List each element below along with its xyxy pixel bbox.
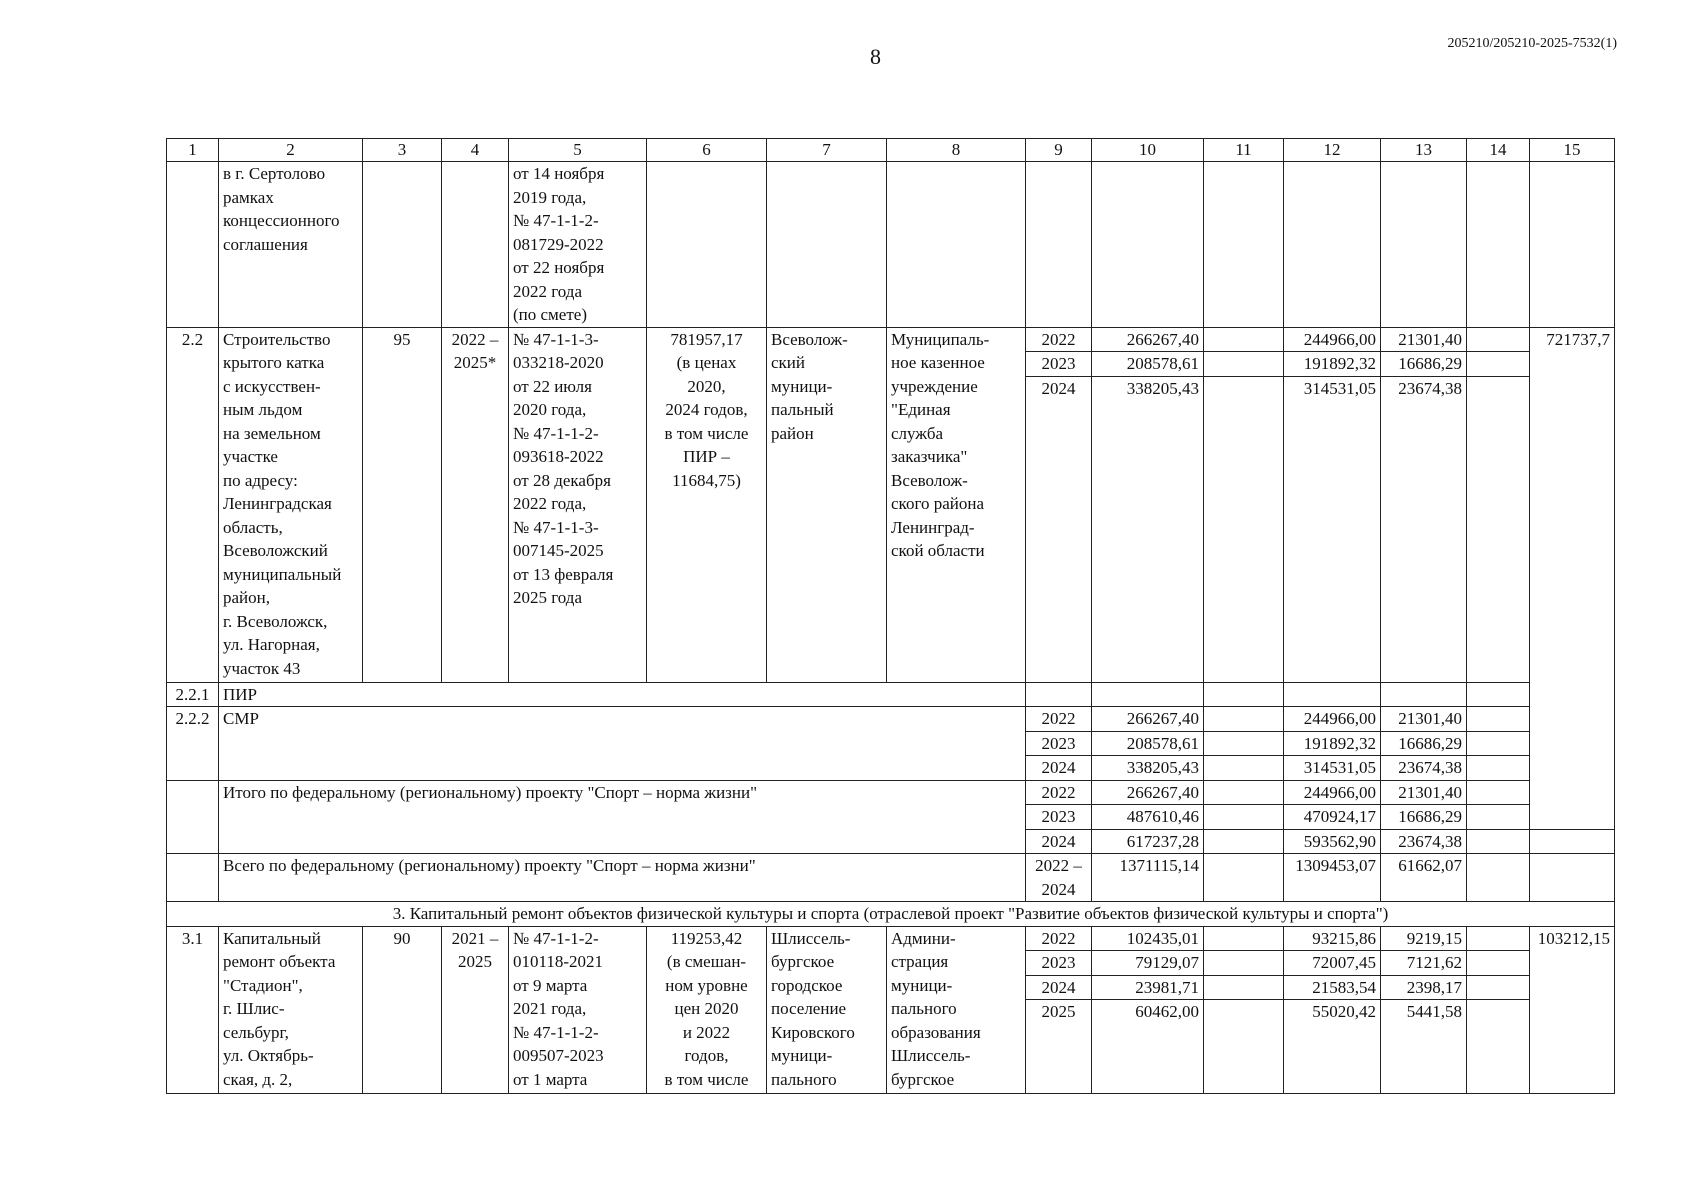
customer-cell: Муниципаль- ное казенное учреждение "Единая служба заказчика" Всеволож- ского района Ленинград- ской области xyxy=(887,327,1026,682)
total-cell: 617237,28 xyxy=(1092,829,1204,854)
year-cell: 2022 xyxy=(1026,327,1092,352)
cost-cell: 119253,42 (в смешан- ном уровне цен 2020 и 2022 годов, в том числе xyxy=(647,926,767,1094)
col-header: 10 xyxy=(1092,139,1204,162)
col-header: 1 xyxy=(167,139,219,162)
total-cell: 487610,46 xyxy=(1092,805,1204,830)
col-header: 9 xyxy=(1026,139,1092,162)
total-row xyxy=(167,854,1615,902)
document-id: 205210/205210-2025-7532(1) xyxy=(1447,36,1617,51)
year-cell: 2023 xyxy=(1026,805,1092,830)
object-name-cell: Капитальный ремонт объекта "Стадион", г. Шлис- сельбург, ул. Октябрь- ская, д. 2, xyxy=(219,926,363,1094)
col-header: 13 xyxy=(1381,139,1467,162)
local-budget-cell: 21301,40 xyxy=(1381,780,1467,805)
row-number: 2.2.1 xyxy=(167,682,219,707)
total-cell: 338205,43 xyxy=(1092,376,1204,682)
year-cell: 2022 xyxy=(1026,780,1092,805)
municipality-cell: Шлиссель- бургское городское поселение Кировского муници- пального xyxy=(767,926,887,1094)
expertise-cell: № 47-1-1-2- 010118-2021 от 9 марта 2021 года, № 47-1-1-2- 009507-2023 от 1 марта xyxy=(509,926,647,1094)
total-cell: 266267,40 xyxy=(1092,780,1204,805)
customer-cell: Админи- страция муници- пального образования Шлиссель- бургское xyxy=(887,926,1026,1094)
section-row xyxy=(167,902,1615,927)
local-budget-cell: 21301,40 xyxy=(1381,327,1467,352)
regional-budget-cell: 191892,32 xyxy=(1284,731,1381,756)
year-cell: 2025 xyxy=(1026,1000,1092,1094)
regional-budget-cell: 1309453,07 xyxy=(1284,854,1381,902)
period-cell: 2022 – 2025* xyxy=(442,327,509,682)
col-header: 15 xyxy=(1530,139,1615,162)
total-cell: 23981,71 xyxy=(1092,975,1204,1000)
col-header: 14 xyxy=(1467,139,1530,162)
capacity-cell: 90 xyxy=(363,926,442,1094)
col-header: 12 xyxy=(1284,139,1381,162)
capacity-cell: 95 xyxy=(363,327,442,682)
regional-budget-cell: 191892,32 xyxy=(1284,352,1381,377)
row-number: 2.2 xyxy=(167,327,219,682)
regional-budget-cell: 244966,00 xyxy=(1284,327,1381,352)
regional-budget-cell: 244966,00 xyxy=(1284,707,1381,732)
total-cell: 1371115,14 xyxy=(1092,854,1204,902)
stage-label: СМР xyxy=(219,707,1026,781)
year-cell: 2024 xyxy=(1026,756,1092,781)
regional-budget-cell: 314531,05 xyxy=(1284,376,1381,682)
total-cell: 266267,40 xyxy=(1092,327,1204,352)
local-budget-cell: 16686,29 xyxy=(1381,352,1467,377)
regional-budget-cell: 470924,17 xyxy=(1284,805,1381,830)
local-budget-cell: 23674,38 xyxy=(1381,829,1467,854)
municipality-cell: Всеволож- ский муници- пальный район xyxy=(767,327,887,682)
year-cell: 2023 xyxy=(1026,731,1092,756)
regional-budget-cell: 55020,42 xyxy=(1284,1000,1381,1094)
col-header: 11 xyxy=(1204,139,1284,162)
col-header: 6 xyxy=(647,139,767,162)
expertise-cell: от 14 ноября 2019 года, № 47-1-1-2- 081729-2022 от 22 ноября 2022 года (по смете) xyxy=(509,162,647,328)
total-cell: 102435,01 xyxy=(1092,926,1204,951)
row-number: 2.2.2 xyxy=(167,707,219,781)
year-cell: 2023 xyxy=(1026,352,1092,377)
table-row xyxy=(167,327,1615,352)
regional-budget-cell: 314531,05 xyxy=(1284,756,1381,781)
local-budget-cell: 9219,15 xyxy=(1381,926,1467,951)
total-label: Всего по федеральному (региональному) проекту "Спорт – норма жизни" xyxy=(219,854,1026,902)
local-budget-cell: 16686,29 xyxy=(1381,731,1467,756)
cost-cell: 781957,17 (в ценах 2020, 2024 годов, в том числе ПИР – 11684,75) xyxy=(647,327,767,682)
remaining-cost-cell: 103212,15 xyxy=(1530,926,1615,1094)
total-cell: 208578,61 xyxy=(1092,731,1204,756)
regional-budget-cell: 244966,00 xyxy=(1284,780,1381,805)
total-cell: 266267,40 xyxy=(1092,707,1204,732)
investment-table xyxy=(166,138,1615,1094)
year-range-cell: 2022 – 2024 xyxy=(1026,854,1092,902)
regional-budget-cell: 72007,45 xyxy=(1284,951,1381,976)
total-cell: 60462,00 xyxy=(1092,1000,1204,1094)
period-cell: 2021 – 2025 xyxy=(442,926,509,1094)
col-header: 4 xyxy=(442,139,509,162)
total-cell: 208578,61 xyxy=(1092,352,1204,377)
year-cell: 2024 xyxy=(1026,975,1092,1000)
stage-label: ПИР xyxy=(219,682,1026,707)
object-name-cell: в г. Сертолово рамках концессионного соглашения xyxy=(219,162,363,328)
year-cell: 2023 xyxy=(1026,951,1092,976)
local-budget-cell: 2398,17 xyxy=(1381,975,1467,1000)
page-number: 8 xyxy=(870,44,881,69)
col-header: 8 xyxy=(887,139,1026,162)
total-cell: 338205,43 xyxy=(1092,756,1204,781)
column-numbers-row xyxy=(167,139,1615,162)
local-budget-cell: 7121,62 xyxy=(1381,951,1467,976)
subtotal-row xyxy=(167,780,1615,805)
local-budget-cell: 61662,07 xyxy=(1381,854,1467,902)
local-budget-cell: 23674,38 xyxy=(1381,376,1467,682)
subtotal-label: Итого по федеральному (региональному) проекту "Спорт – норма жизни" xyxy=(219,780,1026,854)
local-budget-cell: 23674,38 xyxy=(1381,756,1467,781)
year-cell: 2022 xyxy=(1026,926,1092,951)
section-title: 3. Капитальный ремонт объектов физической культуры и спорта (отраслевой проект "Развитие объектов физической культуры и спорта") xyxy=(167,902,1615,927)
regional-budget-cell: 593562,90 xyxy=(1284,829,1381,854)
year-cell: 2022 xyxy=(1026,707,1092,732)
year-cell: 2024 xyxy=(1026,376,1092,682)
local-budget-cell: 21301,40 xyxy=(1381,707,1467,732)
col-header: 5 xyxy=(509,139,647,162)
table-row xyxy=(167,926,1615,951)
col-header: 7 xyxy=(767,139,887,162)
total-cell: 79129,07 xyxy=(1092,951,1204,976)
table-row xyxy=(167,707,1615,732)
continuation-row xyxy=(167,162,1615,328)
col-header: 3 xyxy=(363,139,442,162)
local-budget-cell: 5441,58 xyxy=(1381,1000,1467,1094)
expertise-cell: № 47-1-1-3- 033218-2020 от 22 июля 2020 года, № 47-1-1-2- 093618-2022 от 28 декабря 2022 года, № 47-1-1-3- 007145-2025 от 13 февраля 2025 года xyxy=(509,327,647,682)
remaining-cost-cell: 721737,7 xyxy=(1530,327,1615,829)
table-row xyxy=(167,682,1615,707)
year-cell: 2024 xyxy=(1026,829,1092,854)
regional-budget-cell: 93215,86 xyxy=(1284,926,1381,951)
regional-budget-cell: 21583,54 xyxy=(1284,975,1381,1000)
object-name-cell: Строительство крытого катка с искусствен- ным льдом на земельном участке по адресу: Ленинградская область, Всеволожский муниципальный район, г. Всеволожск, ул. Нагорная, участок 43 xyxy=(219,327,363,682)
local-budget-cell: 16686,29 xyxy=(1381,805,1467,830)
row-number: 3.1 xyxy=(167,926,219,1094)
col-header: 2 xyxy=(219,139,363,162)
